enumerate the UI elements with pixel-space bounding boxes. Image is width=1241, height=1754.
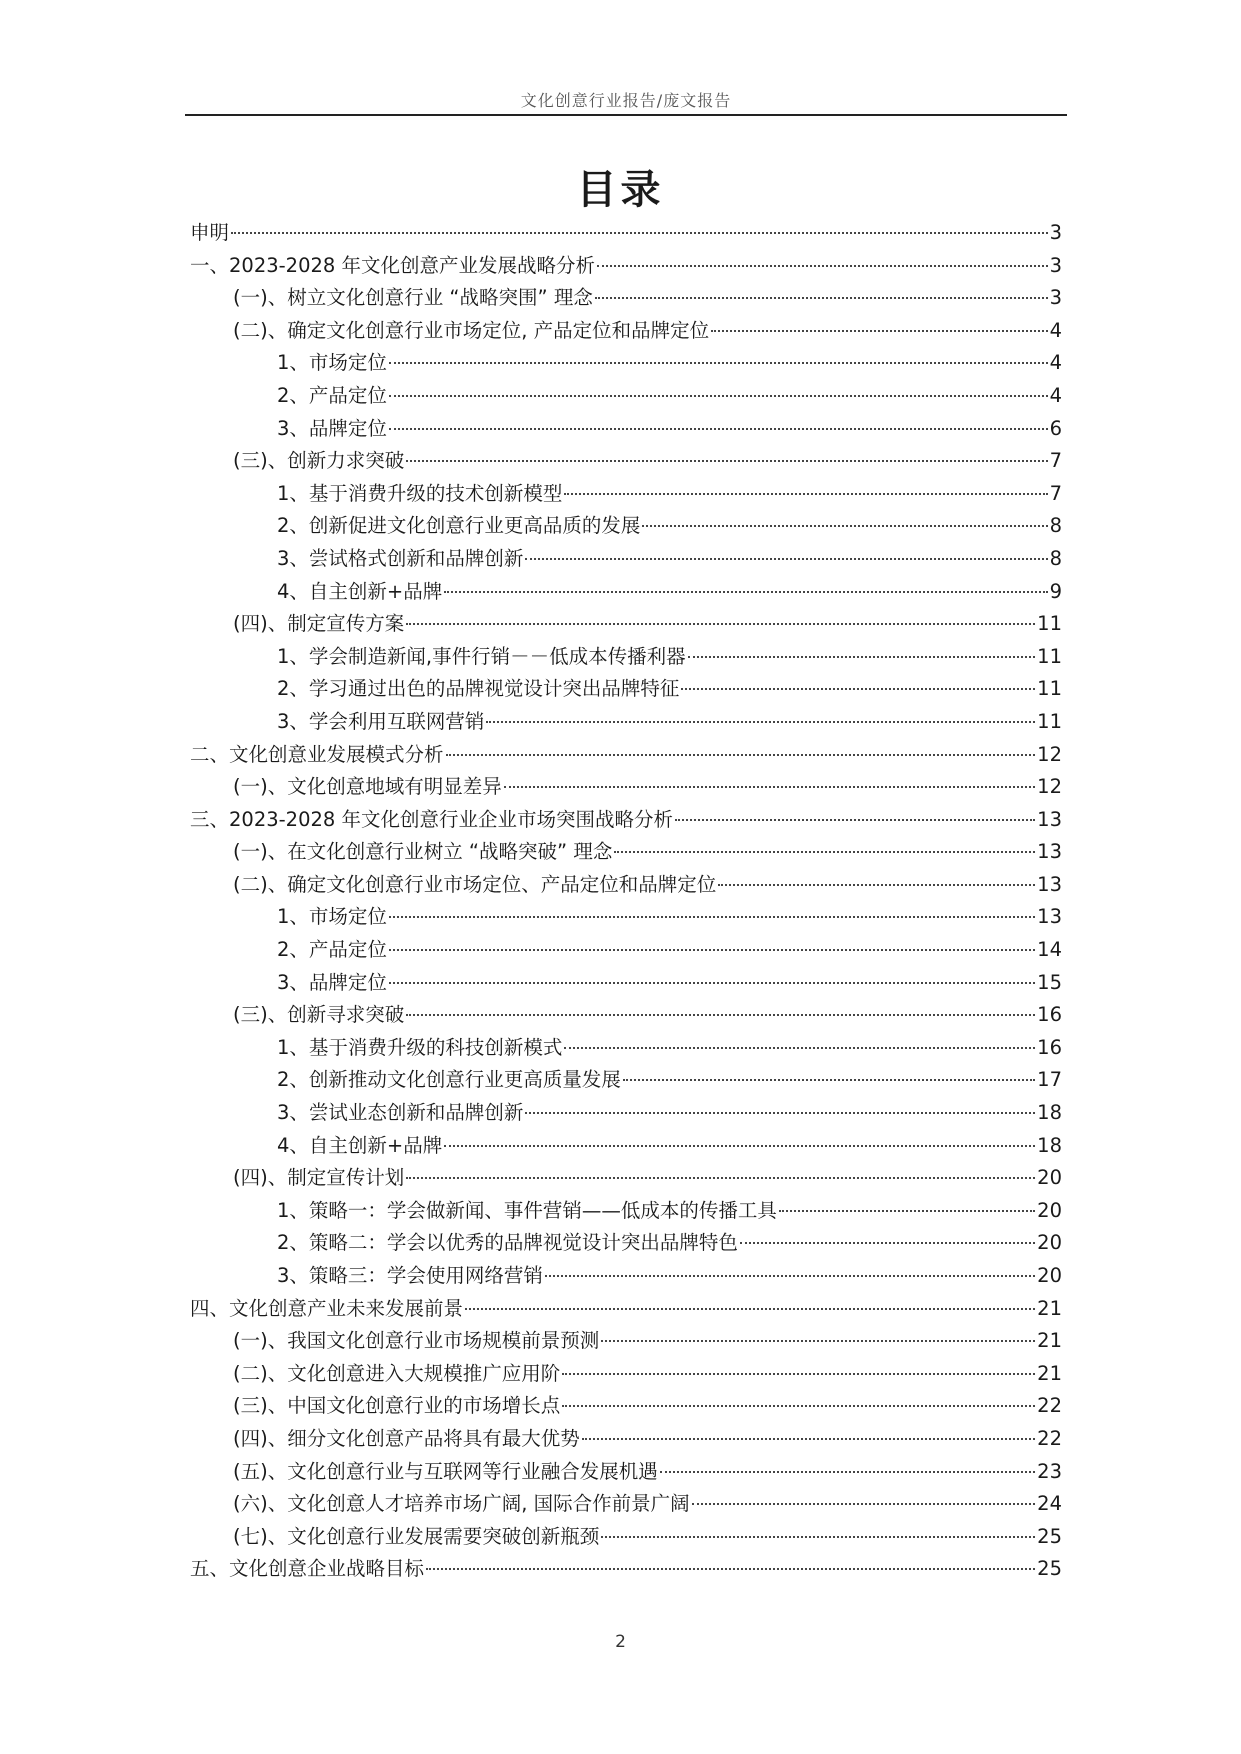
toc-entry-text: 2、策略二：学会以优秀的品牌视觉设计突出品牌特色 [277,1231,738,1255]
toc-dot-leader [562,1405,1035,1407]
toc-dot-leader [597,265,1048,267]
toc-page-number: 12 [1037,742,1062,766]
toc-page-number: 20 [1037,1166,1062,1190]
toc-dot-leader [564,493,1047,495]
toc-entry[interactable] [190,1521,1062,1554]
toc-entry-text: (四)、细分文化创意产品将具有最大优势 [233,1426,580,1450]
toc-entry-text: 2、创新促进文化创意行业更高品质的发展 [277,514,641,538]
toc-page-number: 13 [1037,840,1062,864]
toc-dot-leader [389,916,1035,918]
toc-page-number: 13 [1037,872,1062,896]
header-rule [185,114,1067,116]
toc-page-number: 20 [1037,1264,1062,1287]
toc-page-number: 25 [1037,1557,1062,1581]
toc-dot-leader [389,428,1048,430]
toc-entry-text: 4、自主创新+品牌 [277,1133,443,1157]
toc-dot-leader [389,949,1035,951]
toc-entry[interactable] [190,445,1062,478]
toc-dot-leader [406,623,1035,625]
toc-entry-text: 四、文化创意产业未来发展前景 [190,1296,464,1320]
toc-entry-text: 1、策略一：学会做新闻、事件营销——低成本的传播工具 [277,1198,777,1222]
toc-page-number: 17 [1037,1068,1062,1092]
toc-entry[interactable] [190,478,1062,511]
toc-entry-text: (一)、文化创意地域有明显差异 [233,775,502,799]
toc-page-number: 20 [1037,1198,1062,1222]
toc-dot-leader [545,1275,1035,1277]
toc-page-number: 11 [1037,612,1062,636]
toc-dot-leader [406,1014,1035,1016]
toc-entry-text: (一)、树立文化创意行业 “战略突围” 理念 [233,286,593,310]
toc-dot-leader [504,786,1035,788]
running-header: 文化创意行业报告/庞文报告 [520,91,732,110]
toc-entry-text: 2、学习通过出色的品牌视觉设计突出品牌特征 [277,677,680,701]
toc-dot-leader [711,330,1047,332]
toc-page-number: 3 [1049,253,1062,277]
toc-page-number: 21 [1037,1296,1062,1320]
toc-entry-text: (三)、创新寻求突破 [233,1003,405,1027]
toc-entry-text: (七)、文化创意行业发展需要突破创新瓶颈 [233,1524,600,1548]
toc-dot-leader [675,819,1035,821]
toc-dot-leader [660,1471,1035,1473]
toc-page-number: 12 [1037,775,1062,799]
toc-page-number: 9 [1049,579,1062,603]
toc-entry-text: 2、创新推动文化创意行业更高质量发展 [277,1068,621,1092]
toc-page-number: 6 [1049,416,1062,440]
toc-dot-leader [426,1568,1035,1570]
toc-entry[interactable] [190,315,1062,348]
toc-page-number: 3 [1049,221,1062,244]
toc-page-number: 4 [1049,318,1062,342]
toc-page-number: 20 [1037,1231,1062,1255]
toc-page-number: 23 [1037,1459,1062,1483]
toc-entry[interactable] [190,673,1062,706]
toc-entry-text: 1、市场定位 [277,351,387,375]
toc-page-number: 4 [1049,351,1062,375]
toc-entry-text: (五)、文化创意行业与互联网等行业融合发展机遇 [233,1459,658,1483]
toc-page-number: 21 [1037,1361,1062,1385]
toc-entry-text: 3、尝试业态创新和品牌创新 [277,1101,524,1125]
toc-dot-leader [406,1177,1035,1179]
toc-entry[interactable] [190,1064,1062,1097]
toc-page-number: 16 [1037,1003,1062,1027]
page-number: 2 [615,1632,626,1652]
toc-page-number: 11 [1037,644,1062,668]
toc-entry-text: 3、尝试格式创新和品牌创新 [277,546,524,570]
toc-entry[interactable] [190,1423,1062,1456]
toc-dot-leader [623,1079,1035,1081]
toc-entry[interactable] [190,217,1062,250]
toc-entry[interactable] [190,641,1062,674]
toc-entry[interactable] [190,869,1062,902]
toc-entry[interactable] [190,1293,1062,1326]
toc-page-number: 18 [1037,1101,1062,1125]
toc-page-number: 11 [1037,677,1062,701]
toc-entry-text: 五、文化创意企业战略目标 [190,1557,425,1581]
toc-page-number: 18 [1037,1133,1062,1157]
toc-dot-leader [444,1145,1035,1147]
toc-entry-text: (一)、在文化创意行业树立 “战略突破” 理念 [233,840,613,864]
table-of-contents [190,217,1062,1586]
toc-entry[interactable] [190,1553,1062,1586]
toc-entry-text: 三、2023-2028 年文化创意行业企业市场突围战略分析 [190,807,673,831]
toc-page-number: 8 [1049,514,1062,538]
toc-entry[interactable] [190,1195,1062,1228]
toc-entry[interactable] [190,934,1062,967]
toc-entry-text: (六)、文化创意人才培养市场广阔, 国际合作前景广阔 [233,1492,690,1516]
toc-entry[interactable] [190,1097,1062,1130]
toc-entry[interactable] [190,510,1062,543]
toc-dot-leader [642,525,1047,527]
toc-entry-text: (二)、确定文化创意行业市场定位、产品定位和品牌定位 [233,872,717,896]
toc-entry[interactable] [190,1358,1062,1391]
toc-entry[interactable] [190,347,1062,380]
toc-entry[interactable] [190,1488,1062,1521]
toc-entry[interactable] [190,1456,1062,1489]
toc-entry-text: (二)、确定文化创意行业市场定位, 产品定位和品牌定位 [233,318,710,342]
toc-dot-leader [446,754,1036,756]
toc-entry[interactable] [190,804,1062,837]
toc-dot-leader [525,558,1047,560]
toc-dot-leader [595,297,1048,299]
toc-entry-text: (三)、中国文化创意行业的市场增长点 [233,1394,561,1418]
toc-page-number: 3 [1049,286,1062,310]
toc-entry-text: 1、基于消费升级的技术创新模型 [277,481,563,505]
toc-dot-leader [688,656,1036,658]
toc-entry[interactable] [190,901,1062,934]
toc-entry[interactable] [190,282,1062,315]
toc-dot-leader [718,884,1035,886]
toc-dot-leader [779,1210,1035,1212]
toc-page-number: 21 [1037,1329,1062,1353]
toc-entry-text: 3、品牌定位 [277,970,387,994]
toc-dot-leader [389,395,1048,397]
toc-dot-leader [444,591,1047,593]
toc-dot-leader [582,1438,1035,1440]
toc-dot-leader [525,1112,1035,1114]
toc-entry[interactable] [190,999,1062,1032]
toc-entry-text: (二)、文化创意进入大规模推广应用阶 [233,1361,561,1385]
toc-entry[interactable] [190,380,1062,413]
toc-entry-text: 3、学会利用互联网营销 [277,709,485,733]
toc-dot-leader [740,1242,1035,1244]
toc-entry[interactable] [190,576,1062,609]
toc-page-number: 8 [1049,546,1062,570]
toc-entry[interactable] [190,739,1062,772]
toc-entry-text: 1、基于消费升级的科技创新模式 [277,1035,563,1059]
toc-entry-text: 1、学会制造新闻,事件行销－－低成本传播利器 [277,644,686,668]
toc-dot-leader [692,1503,1036,1505]
toc-dot-leader [614,851,1035,853]
toc-page-number: 4 [1049,383,1062,407]
toc-entry-text: (三)、创新力求突破 [233,449,405,473]
toc-dot-leader [389,362,1048,364]
toc-entry-text: (四)、制定宣传计划 [233,1166,405,1190]
toc-dot-leader [601,1536,1035,1538]
toc-dot-leader [564,1047,1035,1049]
toc-entry-text: 2、产品定位 [277,383,387,407]
toc-entry-text: 2、产品定位 [277,938,387,962]
toc-entry-text: 3、策略三：学会使用网络营销 [277,1264,543,1287]
toc-dot-leader [231,232,1048,234]
toc-page-number: 22 [1037,1394,1062,1418]
toc-dot-leader [406,460,1047,462]
toc-dot-leader [601,1340,1035,1342]
toc-page-number: 13 [1037,905,1062,929]
page-title: 目录 [576,167,665,213]
toc-entry-text: (一)、我国文化创意行业市场规模前景预测 [233,1329,600,1353]
toc-entry-text: (四)、制定宣传方案 [233,612,405,636]
toc-dot-leader [562,1373,1035,1375]
toc-entry[interactable] [190,250,1062,283]
toc-dot-leader [681,688,1035,690]
toc-entry-text: 申明 [190,221,230,244]
toc-dot-leader [486,721,1035,723]
toc-entry-text: 4、自主创新+品牌 [277,579,443,603]
toc-entry[interactable] [190,608,1062,641]
toc-entry[interactable] [190,771,1062,804]
toc-entry[interactable] [190,1390,1062,1423]
toc-entry-text: 1、市场定位 [277,905,387,929]
toc-page-number: 11 [1037,709,1062,733]
toc-page-number: 13 [1037,807,1062,831]
toc-entry-text: 二、文化创意业发展模式分析 [190,742,444,766]
toc-entry[interactable] [190,1162,1062,1195]
toc-entry[interactable] [190,1130,1062,1163]
toc-page-number: 24 [1037,1492,1062,1516]
toc-entry[interactable] [190,1325,1062,1358]
toc-page-number: 7 [1049,481,1062,505]
toc-entry-text: 3、品牌定位 [277,416,387,440]
toc-dot-leader [465,1308,1035,1310]
toc-entry[interactable] [190,836,1062,869]
toc-page-number: 22 [1037,1426,1062,1450]
toc-entry[interactable] [190,413,1062,446]
toc-page-number: 15 [1037,970,1062,994]
toc-page-number: 16 [1037,1035,1062,1059]
toc-entry[interactable] [190,1227,1062,1260]
toc-entry-text: 一、2023-2028 年文化创意产业发展战略分析 [190,253,595,277]
toc-dot-leader [389,982,1035,984]
toc-entry[interactable] [190,967,1062,1000]
toc-page-number: 14 [1037,938,1062,962]
toc-entry[interactable] [190,543,1062,576]
toc-entry[interactable] [190,1032,1062,1065]
toc-entry[interactable] [190,706,1062,739]
toc-entry[interactable] [190,1260,1062,1293]
toc-page-number: 25 [1037,1524,1062,1548]
toc-page-number: 7 [1049,449,1062,473]
